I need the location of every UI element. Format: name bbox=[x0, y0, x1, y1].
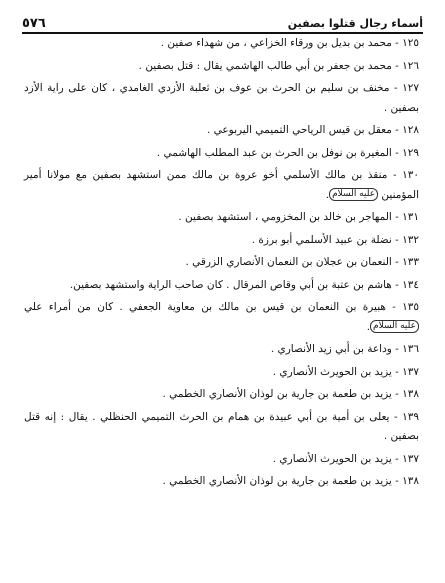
entry-number: ١٣٣ bbox=[402, 256, 419, 268]
list-item: ١٣٦ - وداعة بن أبي زيد الأنصاري . bbox=[270, 343, 419, 355]
entry-text: معقل بن قيس الرياحي التميمي اليربوعي . bbox=[206, 124, 392, 136]
list-item: ١٣٣ - النعمان بن عجلان بن النعمان الأنصاري الزرقي . bbox=[185, 256, 419, 268]
entry-text: محمد بن بديل بن ورقاء الخزاعي ، من شهداء صفين . bbox=[160, 37, 392, 49]
entry-number: ١٣٦ bbox=[402, 343, 419, 355]
entry-text: محمد بن جعفر بن أبي طالب الهاشمي يقال : قتل بصفين . bbox=[138, 59, 392, 72]
entry-text: نضلة بن عبيد الأسلمي أبو برزة . bbox=[251, 233, 392, 246]
entry-text: منقذ بن مالك الأسلمي أخو عروة بن مالك ممن استشهد بصفين مع مولانا أمير المؤمنين bbox=[24, 169, 419, 201]
page-number: ٥٧٦ bbox=[22, 16, 46, 31]
entry-number: ١٣١ bbox=[402, 211, 419, 223]
entry-text: يزيد بن طعمة بن جارية بن لوذان الأنصاري الخطمي . bbox=[162, 388, 392, 400]
list-item: ١٣٠ - منقذ بن مالك الأسلمي أخو عروة بن مالك ممن استشهد بصفين مع مولانا أمير المؤمنين عليه السلام. bbox=[24, 169, 419, 201]
entry-text: يزيد بن الحويرث الأنصاري . bbox=[272, 452, 392, 465]
running-title: أسماء رجال قتلوا بصفين bbox=[287, 17, 423, 30]
list-item: ١٣٢ - نضلة بن عبيد الأسلمي أبو برزة . bbox=[251, 233, 419, 246]
list-item: ١٣٤ - هاشم بن عتبة بن أبي وقاص المرقال . كان صاحب الراية واستشهد بصفين. bbox=[69, 278, 419, 291]
entry-number: ١٢٩ bbox=[402, 146, 419, 159]
entry-number: ١٣٧ bbox=[402, 365, 419, 378]
list-item: ١٣٩ - يعلى بن أمية بن أبي عبيدة بن همام بن الحرث التميمي الحنظلي . يقال : إنه قتل بصفين . bbox=[24, 410, 420, 442]
list-item: ١٢٨ - معقل بن قيس الرياحي التميمي اليربوعي . bbox=[206, 124, 419, 136]
entry-text: يزيد بن طعمة بن جارية بن لوذان الأنصاري الخطمي . bbox=[162, 475, 392, 487]
list-item: ١٣٥ - هبيرة بن النعمان بن قيس بن مالك بن معاوية الجعفي . كان من أمراء علي عليه السلام. bbox=[24, 301, 419, 333]
entry-text: المغيرة بن نوفل بن الحرث بن عبد المطلب الهاشمي . bbox=[156, 146, 392, 159]
list-item: ١٣٨ - يزيد بن طعمة بن جارية بن لوذان الأنصاري الخطمي . bbox=[162, 475, 419, 487]
entry-number: ١٣٢ bbox=[402, 233, 419, 246]
entry-number: ١٣٠ bbox=[402, 169, 419, 181]
entry-number: ١٣٧ bbox=[402, 452, 419, 465]
entry-text: هاشم بن عتبة بن أبي وقاص المرقال . كان صاحب الراية واستشهد بصفين. bbox=[69, 278, 392, 291]
entry-number: ١٣٨ bbox=[402, 388, 419, 400]
entry-number: ١٣٩ bbox=[402, 410, 420, 423]
entry-tail: . bbox=[366, 320, 371, 333]
entry-text: هبيرة بن النعمان بن قيس بن مالك بن معاوية الجعفي . كان من أمراء علي bbox=[24, 301, 386, 313]
list-item: ١٢٦ - محمد بن جعفر بن أبي طالب الهاشمي يقال : قتل بصفين . bbox=[138, 59, 419, 72]
entry-number: ١٣٥ bbox=[402, 301, 419, 313]
entry-text: النعمان بن عجلان بن النعمان الأنصاري الزرقي . bbox=[185, 256, 392, 268]
entry-text: مخنف بن سليم بن الحرث بن عوف بن ثعلبة الأزدي الغامدي ، كان على راية الأزد بصفين . bbox=[24, 82, 419, 114]
entry-number: ١٢٨ bbox=[402, 124, 419, 136]
entry-text: وداعة بن أبي زيد الأنصاري . bbox=[270, 343, 392, 355]
entry-number: ١٢٧ bbox=[402, 82, 419, 94]
entry-number: ١٢٦ bbox=[402, 59, 419, 72]
honorific-symbol: عليه السلام bbox=[329, 188, 378, 201]
entries-list bbox=[24, 34, 419, 495]
list-item: ١٣١ - المهاجر بن خالد بن المخزومي ، استشهد بصفين . bbox=[178, 211, 419, 223]
entry-text: يعلى بن أمية بن أبي عبيدة بن همام بن الحرث التميمي الحنظلي . يقال : إنه قتل بصفين . bbox=[24, 410, 419, 442]
list-item: ١٢٧ - مخنف بن سليم بن الحرث بن عوف بن ثعلبة الأزدي الغامدي ، كان على راية الأزد بصفين . bbox=[24, 82, 419, 114]
list-item: ١٢٩ - المغيرة بن نوفل بن الحرث بن عبد المطلب الهاشمي . bbox=[156, 146, 419, 159]
entry-number: ١٣٨ bbox=[402, 475, 419, 487]
entry-text: المهاجر بن خالد بن المخزومي ، استشهد بصفين . bbox=[178, 211, 392, 223]
entry-tail: . bbox=[325, 188, 330, 201]
list-item: ١٣٧ - يزيد بن الحويرث الأنصاري . bbox=[272, 452, 419, 465]
honorific-symbol: عليه السلام bbox=[370, 320, 419, 333]
entry-text: يزيد بن الحويرث الأنصاري . bbox=[272, 365, 392, 378]
entry-number: ١٢٥ bbox=[402, 37, 419, 49]
list-item: ١٣٨ - يزيد بن طعمة بن جارية بن لوذان الأنصاري الخطمي . bbox=[162, 388, 419, 400]
entry-number: ١٣٤ bbox=[402, 278, 419, 291]
list-item: ١٢٥ - محمد بن بديل بن ورقاء الخزاعي ، من شهداء صفين . bbox=[160, 37, 419, 49]
page-header bbox=[22, 8, 423, 34]
list-item: ١٣٧ - يزيد بن الحويرث الأنصاري . bbox=[272, 365, 419, 378]
